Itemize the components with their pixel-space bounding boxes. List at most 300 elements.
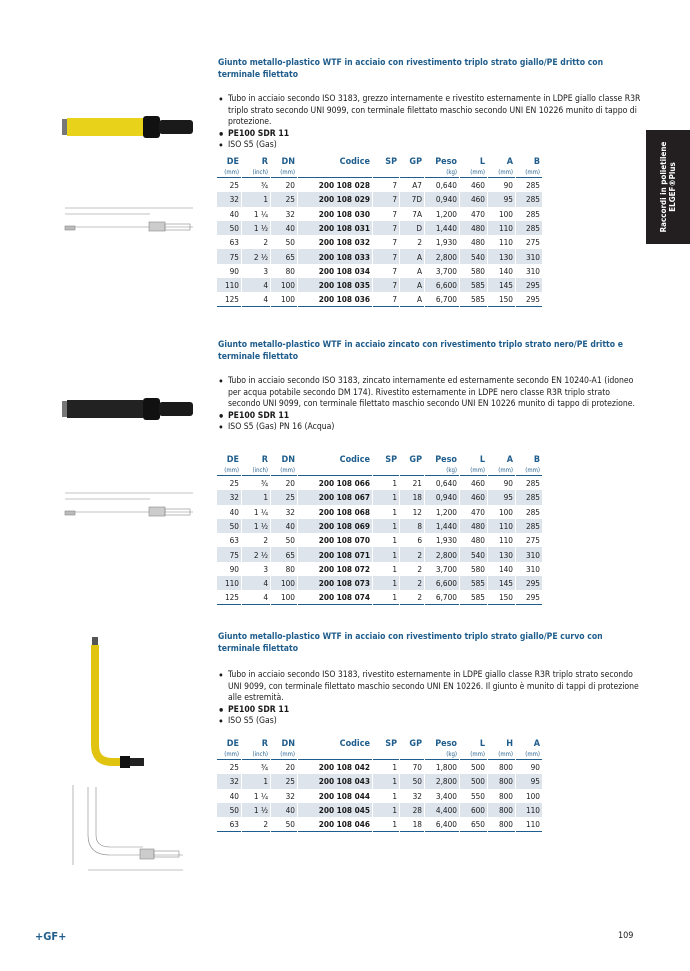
product-code: 200 108 034 [318, 265, 370, 276]
column-unit [373, 466, 399, 476]
table-cell: 75 [217, 249, 241, 263]
table-row [217, 760, 542, 774]
table-cell: 50 [217, 221, 241, 235]
feature-list [218, 670, 643, 728]
column-unit: (mm) [516, 750, 542, 760]
table-row [217, 476, 542, 490]
table-cell: 90 [503, 478, 513, 489]
table-cell: 0,640 [435, 180, 457, 191]
product-code: 200 108 074 [298, 590, 372, 605]
column-header: GP [409, 739, 422, 749]
table-cell: 285 [516, 490, 542, 504]
table-cell: 6,700 [425, 590, 459, 605]
table-cell: 3 [263, 563, 268, 574]
table-cell: 63 [229, 237, 239, 248]
column-unit: (inch) [242, 466, 270, 476]
table-cell: 1 [242, 192, 270, 206]
table-cell: 2 [400, 590, 424, 605]
column-unit: (mm) [460, 750, 487, 760]
column-unit [373, 750, 399, 760]
table-cell: 1 [392, 563, 397, 574]
straight-black-fitting-photo [55, 395, 200, 423]
table-cell: 7D [400, 192, 424, 206]
table-cell: 65 [271, 547, 297, 561]
feature-item: • PE100 SDR 11 [218, 411, 643, 423]
table-cell: 70 [412, 762, 422, 773]
table-cell: 32 [412, 790, 422, 801]
table-cell: 25 [229, 478, 239, 489]
table-cell: 40 [229, 506, 239, 517]
feature-item: • ISO S5 (Gas) [218, 140, 643, 152]
table-cell: 285 [525, 506, 540, 517]
table-cell: 470 [470, 208, 485, 219]
column-unit [400, 168, 424, 178]
product-code: 200 108 067 [298, 490, 372, 504]
feature-item: • PE100 SDR 11 [218, 129, 643, 141]
column-unit [400, 466, 424, 476]
table-cell: 1,930 [435, 237, 457, 248]
product-table [216, 455, 543, 605]
table-cell: 310 [525, 265, 540, 276]
column-header: GP [409, 157, 422, 167]
product-code: 200 108 029 [298, 192, 372, 206]
product-code: 200 108 068 [318, 506, 370, 517]
column-header: Peso [435, 739, 457, 749]
column-header: SP [385, 739, 397, 749]
feature-list [218, 376, 643, 434]
table-cell: 275 [525, 535, 540, 546]
table-cell: 1,440 [425, 519, 459, 533]
table-cell: 25 [271, 490, 297, 504]
table-cell: 285 [525, 478, 540, 489]
table-cell: 28 [400, 803, 424, 817]
feature-item: • Tubo in acciaio secondo ISO 3183, grezzo internamente e rivestito esternamente in LDPE giallo classe R3R triplo strato secondo UNI 9099, con terminale filettato maschio secondo UNI EN 10226 munito di tappo di protezione. [218, 94, 643, 129]
table-cell: 140 [498, 265, 513, 276]
table-cell: 50 [400, 774, 424, 788]
table-cell: 1 [392, 506, 397, 517]
table-cell: 63 [217, 817, 241, 832]
table-cell: 1 [242, 490, 270, 504]
table-cell: 100 [271, 590, 297, 605]
table-cell: 90 [229, 563, 239, 574]
table-cell: 4 [242, 278, 270, 292]
table-cell: 50 [285, 535, 295, 546]
table-row [217, 774, 542, 788]
column-header: Peso [435, 455, 457, 465]
table-cell: 460 [470, 180, 485, 191]
table-cell: 500 [460, 774, 487, 788]
table-row [217, 547, 542, 561]
column-unit [298, 466, 372, 476]
table-cell: 110 [516, 817, 542, 832]
table-cell: 63 [229, 535, 239, 546]
table-cell: 1 [392, 478, 397, 489]
table-cell: 90 [503, 180, 513, 191]
table-cell: 295 [516, 292, 542, 307]
table-cell: 2 [263, 237, 268, 248]
units-row [217, 168, 542, 178]
feature-item: • Tubo in acciaio secondo ISO 3183, zincato internamente ed esternamente secondo EN 10240-A1 (idoneo per acqua potabile secondo DM 174). Rivestito esternamente in LDPE nero classe R3R triplo strato secondo UNI 9099, con terminale filettato maschio secondo UNI EN 10226 munito di tappo di protezione. [218, 376, 643, 411]
table-cell: 7 [373, 278, 399, 292]
column-header: DE [226, 455, 239, 465]
table-cell: 110 [516, 803, 542, 817]
column-header: H [506, 739, 513, 749]
table-cell: 585 [460, 278, 487, 292]
table-cell: 25 [271, 774, 297, 788]
feature-item: • PE100 SDR 11 [218, 705, 643, 717]
column-header: R [261, 455, 268, 465]
table-cell: 800 [498, 790, 513, 801]
table-cell: 480 [470, 535, 485, 546]
table-cell: 2 [400, 547, 424, 561]
table-row [217, 817, 542, 832]
column-header: DE [226, 739, 239, 749]
table-cell: 7 [392, 265, 397, 276]
table-cell: 480 [470, 237, 485, 248]
table-cell: 285 [516, 221, 542, 235]
column-header: B [533, 455, 540, 465]
table-cell: 1 [373, 547, 399, 561]
table-cell: 2 [242, 817, 270, 832]
page-number: 109 [618, 931, 634, 941]
table-cell: A7 [412, 180, 422, 191]
table-cell: 285 [525, 180, 540, 191]
table-cell: 585 [460, 292, 487, 307]
table-cell: 100 [271, 576, 297, 590]
table-cell: 1 ½ [242, 803, 270, 817]
product-code: 200 108 043 [298, 774, 372, 788]
table-cell: 6,600 [425, 278, 459, 292]
table-cell: 130 [488, 547, 515, 561]
table-cell: 1 [373, 774, 399, 788]
table-cell: 7 [373, 192, 399, 206]
product-table [216, 157, 543, 307]
product-code: 200 108 072 [318, 563, 370, 574]
table-cell: 285 [525, 208, 540, 219]
table-cell: 50 [217, 803, 241, 817]
product-code: 200 108 044 [318, 790, 370, 801]
table-cell: 4,400 [425, 803, 459, 817]
table-cell: 125 [217, 292, 241, 307]
table-cell: 40 [271, 221, 297, 235]
table-cell: 7 [392, 180, 397, 191]
table-cell: 4 [242, 576, 270, 590]
table-cell: 3,700 [435, 563, 457, 574]
table-cell: 7 [373, 221, 399, 235]
table-cell: 310 [516, 547, 542, 561]
column-unit [373, 168, 399, 178]
product-code: 200 108 069 [298, 519, 372, 533]
table-cell: 95 [488, 490, 515, 504]
column-header: A [506, 157, 513, 167]
table-cell: 7 [373, 249, 399, 263]
table-cell: 110 [217, 576, 241, 590]
table-cell: 100 [498, 208, 513, 219]
bent-fitting-drawing [48, 775, 193, 885]
column-header: DN [281, 157, 295, 167]
column-unit: (mm) [217, 466, 241, 476]
table-row [217, 789, 542, 803]
table-cell: A [416, 265, 422, 276]
table-cell: 110 [488, 519, 515, 533]
table-cell: 32 [285, 790, 295, 801]
table-cell: 0,940 [425, 192, 459, 206]
table-cell: 2,800 [425, 249, 459, 263]
table-cell: D [400, 221, 424, 235]
section-side-tab [646, 130, 690, 244]
table-cell: 32 [285, 506, 295, 517]
table-cell: 100 [498, 506, 513, 517]
table-cell: 1,440 [425, 221, 459, 235]
table-row [217, 178, 542, 192]
table-cell: 32 [285, 208, 295, 219]
table-cell: 1 ½ [242, 519, 270, 533]
table-cell: 295 [516, 590, 542, 605]
table-cell: 18 [400, 490, 424, 504]
product-code: 200 108 042 [318, 762, 370, 773]
table-cell: 25 [229, 180, 239, 191]
table-cell: 1 ¼ [253, 506, 268, 517]
straight-fitting-drawing [55, 200, 200, 235]
table-cell: 32 [217, 192, 241, 206]
product-code: 200 108 030 [318, 208, 370, 219]
table-cell: 20 [285, 180, 295, 191]
table-cell: 7 [373, 292, 399, 307]
table-cell: 25 [271, 192, 297, 206]
table-cell: 800 [488, 803, 515, 817]
table-cell: 1 [373, 576, 399, 590]
table-cell: 480 [460, 221, 487, 235]
table-cell: 21 [412, 478, 422, 489]
table-row [217, 576, 542, 590]
column-header: DE [226, 157, 239, 167]
column-unit: (mm) [488, 466, 515, 476]
table-cell: 2 [417, 237, 422, 248]
table-row [217, 562, 542, 576]
feature-item: • ISO S5 (Gas) [218, 716, 643, 728]
column-header: A [533, 739, 540, 749]
table-cell: 150 [488, 590, 515, 605]
table-cell: 95 [516, 774, 542, 788]
column-header: L [479, 455, 485, 465]
table-cell: 2 ½ [242, 547, 270, 561]
table-cell: 650 [460, 817, 487, 832]
table-cell: 800 [488, 817, 515, 832]
side-tab-line1: Raccordi in polietilene [659, 141, 668, 233]
table-cell: 800 [488, 774, 515, 788]
product-code: 200 108 045 [298, 803, 372, 817]
table-cell: 100 [271, 278, 297, 292]
table-cell: 4 [242, 590, 270, 605]
table-cell: 480 [460, 519, 487, 533]
product-code: 200 108 028 [318, 180, 370, 191]
table-row [217, 533, 542, 547]
table-cell: 6,700 [425, 292, 459, 307]
table-cell: 1 ½ [242, 221, 270, 235]
table-row [217, 590, 542, 605]
table-cell: 1 [392, 790, 397, 801]
table-cell: 470 [470, 506, 485, 517]
straight-fitting-drawing [55, 485, 200, 520]
table-cell: 285 [516, 192, 542, 206]
table-cell: 550 [470, 790, 485, 801]
product-code: 200 108 073 [298, 576, 372, 590]
column-header: SP [385, 157, 397, 167]
table-cell: 1 [373, 519, 399, 533]
table-cell: 32 [217, 490, 241, 504]
feature-item: • ISO S5 (Gas) PN 16 (Acqua) [218, 422, 643, 434]
table-cell: 460 [460, 192, 487, 206]
product-code: 200 108 071 [298, 547, 372, 561]
product-code: 200 108 046 [298, 817, 372, 832]
table-cell: 110 [498, 535, 513, 546]
table-cell: 540 [460, 547, 487, 561]
table-cell: 540 [460, 249, 487, 263]
table-cell: 75 [217, 547, 241, 561]
table-cell: 100 [271, 292, 297, 307]
bent-yellow-fitting-photo [80, 635, 150, 780]
table-cell: 585 [460, 576, 487, 590]
straight-yellow-fitting-photo [55, 113, 200, 143]
table-cell: 110 [488, 221, 515, 235]
column-unit: (mm) [271, 466, 297, 476]
table-cell: 18 [400, 817, 424, 832]
table-row [217, 249, 542, 263]
table-row [217, 192, 542, 206]
table-cell: 80 [285, 563, 295, 574]
units-row [217, 466, 542, 476]
table-cell: 585 [460, 590, 487, 605]
table-cell: 150 [488, 292, 515, 307]
table-cell: 500 [470, 762, 485, 773]
table-cell: 8 [400, 519, 424, 533]
table-cell: 2 ½ [242, 249, 270, 263]
column-unit: (mm) [217, 750, 241, 760]
table-cell: 6,600 [425, 576, 459, 590]
units-row [217, 750, 542, 760]
table-cell: 90 [530, 762, 540, 773]
table-cell: 2 [400, 576, 424, 590]
table-cell: 1 [392, 535, 397, 546]
product-code: 200 108 070 [318, 535, 370, 546]
table-cell: 1,800 [435, 762, 457, 773]
table-cell: 310 [525, 563, 540, 574]
side-tab-line2: ELGEF®Plus [668, 162, 677, 212]
table-cell: 32 [217, 774, 241, 788]
table-cell: 110 [498, 237, 513, 248]
table-cell: 295 [516, 278, 542, 292]
table-row [217, 292, 542, 307]
table-cell: 580 [470, 563, 485, 574]
table-cell: 0,640 [435, 478, 457, 489]
table-row [217, 264, 542, 278]
table-cell: 600 [460, 803, 487, 817]
product-code: 200 108 031 [298, 221, 372, 235]
header-row [217, 455, 542, 466]
feature-item: • Tubo in acciaio secondo ISO 3183, rivestito esternamente in LDPE giallo classe R3R triplo strato secondo UNI 9099, con terminale filettato maschio secondo UNI EN 10226. Il giunto è munito di tappi di protezione alle estremità. [218, 670, 643, 705]
table-row [217, 207, 542, 221]
section-title: Giunto metallo-plastico WTF in acciaio con rivestimento triplo strato giallo/PE curvo con terminale filettato [218, 632, 603, 654]
table-row [217, 803, 542, 817]
table-cell: 460 [460, 490, 487, 504]
feature-list [218, 94, 643, 152]
table-cell: 90 [229, 265, 239, 276]
table-cell: 12 [412, 506, 422, 517]
table-cell: 50 [217, 519, 241, 533]
table-cell: 2 [417, 563, 422, 574]
table-cell: 6,400 [425, 817, 459, 832]
table-cell: A [400, 278, 424, 292]
column-header: B [533, 157, 540, 167]
table-row [217, 221, 542, 235]
table-row [217, 505, 542, 519]
table-cell: 1 [373, 490, 399, 504]
table-cell: 40 [271, 519, 297, 533]
column-unit [298, 750, 372, 760]
column-unit: (mm) [516, 168, 542, 178]
product-code: 200 108 036 [298, 292, 372, 307]
column-header: L [479, 739, 485, 749]
table-cell: 1 [373, 817, 399, 832]
table-cell: 1 [373, 803, 399, 817]
table-cell: 460 [470, 478, 485, 489]
table-cell: ¾ [260, 478, 268, 489]
table-cell: 40 [229, 790, 239, 801]
table-cell: 4 [242, 292, 270, 307]
column-header: Codice [339, 157, 370, 167]
header-row [217, 739, 542, 750]
table-cell: 295 [516, 576, 542, 590]
column-unit: (mm) [217, 168, 241, 178]
column-header: SP [385, 455, 397, 465]
gf-logo: +GF+ [35, 930, 67, 943]
table-cell: 65 [271, 249, 297, 263]
table-cell: 1 ¼ [253, 790, 268, 801]
table-cell: 7A [412, 208, 422, 219]
table-cell: 7 [392, 208, 397, 219]
product-code: 200 108 066 [318, 478, 370, 489]
table-cell: ¾ [260, 180, 268, 191]
table-cell: 130 [488, 249, 515, 263]
column-unit: (kg) [425, 466, 459, 476]
column-unit: (kg) [425, 750, 459, 760]
table-cell: 110 [217, 278, 241, 292]
column-unit: (inch) [242, 750, 270, 760]
table-cell: A [400, 292, 424, 307]
table-cell: 40 [271, 803, 297, 817]
table-cell: 25 [229, 762, 239, 773]
table-cell: 1,930 [435, 535, 457, 546]
table-cell: 580 [470, 265, 485, 276]
column-header: GP [409, 455, 422, 465]
column-unit [400, 750, 424, 760]
table-cell: 80 [285, 265, 295, 276]
table-cell: 3 [263, 265, 268, 276]
table-cell: 40 [229, 208, 239, 219]
table-row [217, 278, 542, 292]
table-row [217, 519, 542, 533]
header-row [217, 157, 542, 168]
table-cell: 800 [498, 762, 513, 773]
table-cell: 7 [392, 237, 397, 248]
product-code: 200 108 032 [318, 237, 370, 248]
section-title: Giunto metallo-plastico WTF in acciaio zincato con rivestimento triplo strato nero/PE dritto e terminale filettato [218, 340, 623, 362]
table-cell: 1 [242, 774, 270, 788]
table-cell: 0,940 [425, 490, 459, 504]
column-unit: (kg) [425, 168, 459, 178]
table-cell: 1 [373, 590, 399, 605]
section-title: Giunto metallo-plastico WTF in acciaio con rivestimento triplo strato giallo/PE dritto con terminale filettato [218, 58, 604, 80]
